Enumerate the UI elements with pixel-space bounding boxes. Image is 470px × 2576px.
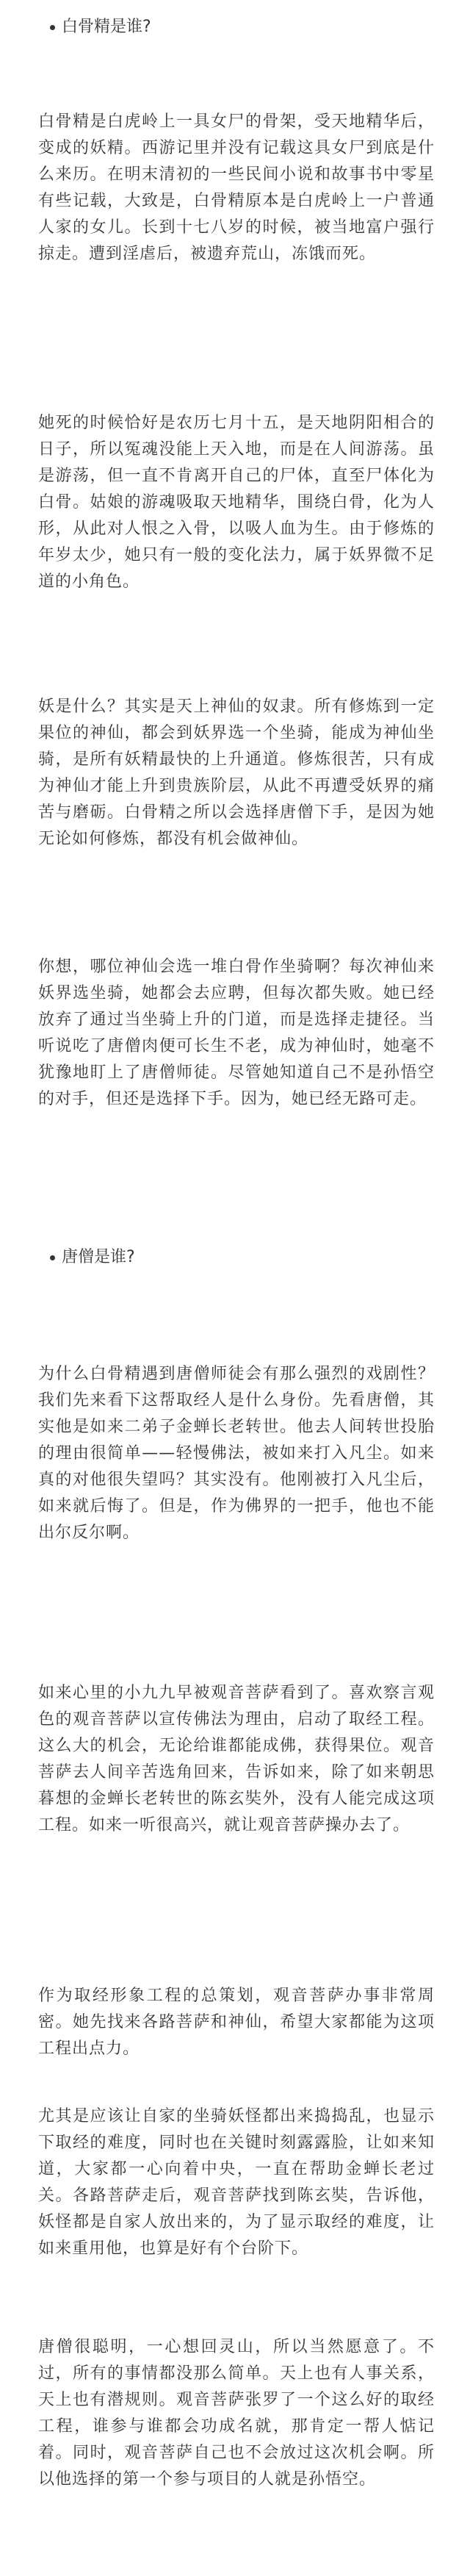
paragraph: 如来心里的小九九早被观音菩萨看到了。喜欢察言观色的观音菩萨以宣传佛法为理由，启动了取经工程。这么大的机会，无论给谁都能成佛，获得果位。观音菩萨去人间辛苦选角回来，告诉如来，除了如来朝思暮想的金蝉长老转世的陈玄奘外，没有人能完成这项工程。如来一听很高兴，就让观音菩萨操办去了。 bbox=[38, 1684, 435, 1834]
paragraph: 白骨精是白虎岭上一具女尸的骨架，受天地精华后，变成的妖精。西游记里并没有记载这具女尸到底是什么来历。在明末清初的一些民间小说和故事书中零星有些记载，大致是，白骨精原本是白虎岭上一户普通人家的女儿。长到十七八岁的时候，被当地富户强行掠走。遭到淫虐后，被遗弃荒山，冻饿而死。 bbox=[38, 112, 435, 263]
bullet-icon bbox=[50, 25, 55, 30]
paragraph: 尤其是应该让自家的坐骑妖怪都出来捣捣乱，也显示下取经的难度，同时也在关键时刻露露脸，让如来知道，大家都一心向着中央，一直在帮助金蝉长老过关。各路菩萨走后，观音菩萨找到陈玄奘，告诉他，妖怪都是自家人放出来的，为了显示取经的难度，让如来重用他，也算是好有个台阶下。 bbox=[38, 2107, 435, 2258]
paragraph: 作为取经形象工程的总策划，观音菩萨办事非常周密。她先找来各路菩萨和神仙，希望大家都能为这项工程出点力。 bbox=[38, 1987, 435, 2058]
bullet-icon bbox=[50, 1255, 55, 1260]
paragraph: 她死的时候恰好是农历七月十五，是天地阴阳相合的日子，所以冤魂没能上天入地，而是在人间游荡。虽是游荡，但一直不肯离开自己的尸体，直至尸体化为白骨。姑娘的游魂吸取天地精华，围绕白骨，化为人形，从此对人恨之入骨，以吸人血为生。由于修炼的年岁太少，她只有一般的变化法力，属于妖界微不足道的小角色。 bbox=[38, 414, 435, 591]
paragraph: 为什么白骨精遇到唐僧师徒会有那么强烈的戏剧性？我们先来看下这帮取经人是什么身份。先看唐僧，其实他是如来二弟子金蝉长老转世。他去人间转世投胎的理由很简单——轻慢佛法，被如来打入凡尘。如来真的对他很失望吗？其实没有。他刚被打入凡尘后，如来就后悔了。但是，作为佛界的一把手，他也不能出尔反尔啊。 bbox=[38, 1365, 435, 1542]
paragraph: 你想，哪位神仙会选一堆白骨作坐骑啊？每次神仙来妖界选坐骑，她都会去应聘，但每次都失败。她已经放弃了通过当坐骑上升的门道，而是选择走捷径。当听说吃了唐僧肉便可长生不老，成为神仙时，她毫不犹豫地盯上了唐僧师徒。尽管她知道自己不是孙悟空的对手，但还是选择下手。因为，她已经无路可走。 bbox=[38, 958, 435, 1108]
section-heading: 唐僧是谁? bbox=[62, 1248, 135, 1266]
paragraph: 妖是什么？其实是天上神仙的奴隶。所有修炼到一定果位的神仙，都会到妖界选一个坐骑，能成为神仙坐骑，是所有妖精最快的上升通道。修炼很苦，只有成为神仙才能上升到贵族阶层，从此不再遭受妖界的痛苦与磨砺。白骨精之所以会选择唐僧下手，是因为她无论如何修炼，都没有机会做神仙。 bbox=[38, 697, 435, 848]
section-heading: 白骨精是谁? bbox=[62, 18, 151, 36]
paragraph: 唐僧很聪明，一心想回灵山，所以当然愿意了。不过，所有的事情都没那么简单。天上也有人事关系，天上也有潜规则。观音菩萨张罗了一个这么好的取经工程，谁参与谁都会功成名就，那肯定一帮人惦记着。同时，观音菩萨自己也不会放过这次机会啊。所以他选择的第一个参与项目的人就是孙悟空。 bbox=[38, 2338, 435, 2489]
